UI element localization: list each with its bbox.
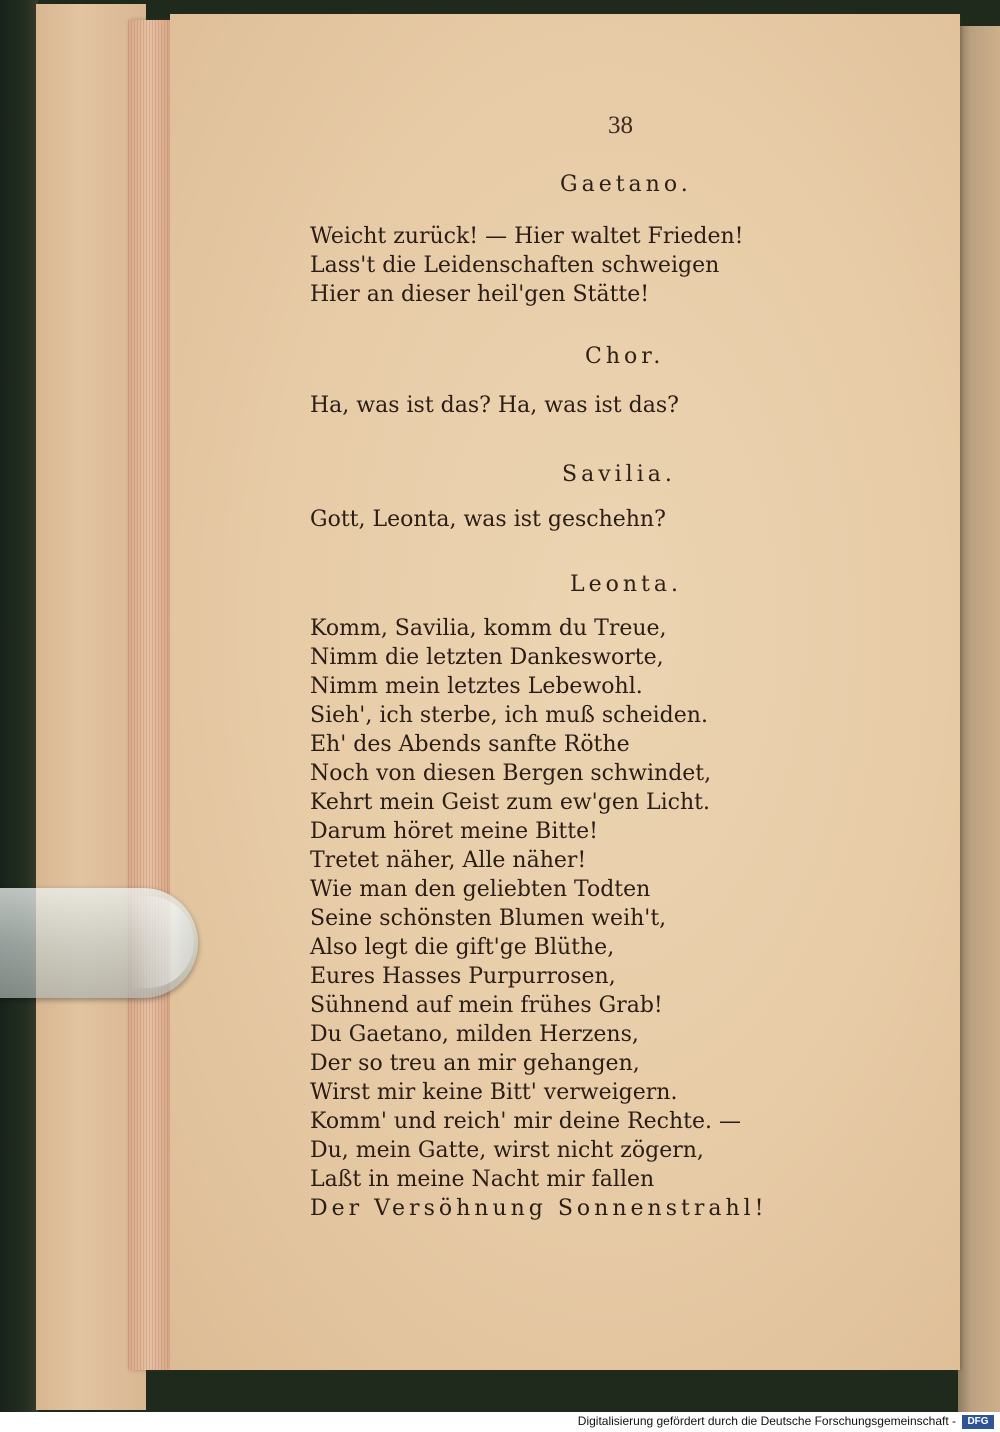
verse-line: Wirst mir keine Bitt' verweigern. xyxy=(310,1080,678,1105)
next-page-edge xyxy=(958,26,1000,1412)
verse-line: Hier an dieser heil'gen Stätte! xyxy=(310,282,650,307)
verse-block xyxy=(310,614,768,1223)
verse-line: Eh' des Abends sanfte Röthe xyxy=(310,732,630,757)
verse-line: Wie man den geliebten Todten xyxy=(310,877,651,902)
speaker-heading: Leonta. xyxy=(570,572,682,597)
verse-line: Seine schönsten Blumen weih't, xyxy=(310,906,667,931)
verse-line: Du, mein Gatte, wirst nicht zögern, xyxy=(310,1138,704,1163)
verse-line: Ha, was ist das? Ha, was ist das? xyxy=(310,393,679,418)
verse-line: Nimm mein letztes Lebewohl. xyxy=(310,674,643,699)
verse-line: Laßt in meine Nacht mir fallen xyxy=(310,1167,655,1192)
verse-line: Nimm die letzten Dankesworte, xyxy=(310,645,664,670)
verse-block xyxy=(310,505,666,534)
speaker-heading: Gaetano. xyxy=(560,172,692,197)
verse-line: Du Gaetano, milden Herzens, xyxy=(310,1022,639,1047)
verse-line: Lass't die Leidenschaften schweigen xyxy=(310,253,720,278)
verse-line: Der so treu an mir gehangen, xyxy=(310,1051,640,1076)
verse-line: Sieh', ich sterbe, ich muß scheiden. xyxy=(310,703,708,728)
verse-line: Komm, Savilia, komm du Treue, xyxy=(310,616,667,641)
page-number: 38 xyxy=(608,112,633,139)
verse-line: Noch von diesen Bergen schwindet, xyxy=(310,761,712,786)
footer-bar xyxy=(0,1412,1000,1432)
page-stack-edge xyxy=(128,20,174,1370)
verse-line: Also legt die gift'ge Blüthe, xyxy=(310,935,615,960)
speaker-heading: Chor. xyxy=(585,344,665,369)
verse-line: Tretet näher, Alle näher! xyxy=(310,848,587,873)
verse-block xyxy=(310,391,679,420)
verse-line: Kehrt mein Geist zum ew'gen Licht. xyxy=(310,790,710,815)
verse-line: Gott, Leonta, was ist geschehn? xyxy=(310,507,666,532)
verse-line: Komm' und reich' mir deine Rechte. — xyxy=(310,1109,742,1134)
verse-line: Darum höret meine Bitte! xyxy=(310,819,598,844)
verse-line: Der Versöhnung Sonnenstrahl! xyxy=(310,1196,768,1221)
scan-border xyxy=(0,0,38,1412)
verse-line: Eures Hasses Purpurrosen, xyxy=(310,964,616,989)
speaker-heading: Savilia. xyxy=(562,462,676,487)
dfg-logo: DFG xyxy=(962,1415,994,1429)
verse-line: Sühnend auf mein frühes Grab! xyxy=(310,993,663,1018)
verse-line: Weicht zurück! — Hier waltet Frieden! xyxy=(310,224,744,249)
funding-notice: Digitalisierung gefördert durch die Deutsche Forschungsgemeinschaft - xyxy=(577,1414,956,1428)
verse-block xyxy=(310,222,744,309)
